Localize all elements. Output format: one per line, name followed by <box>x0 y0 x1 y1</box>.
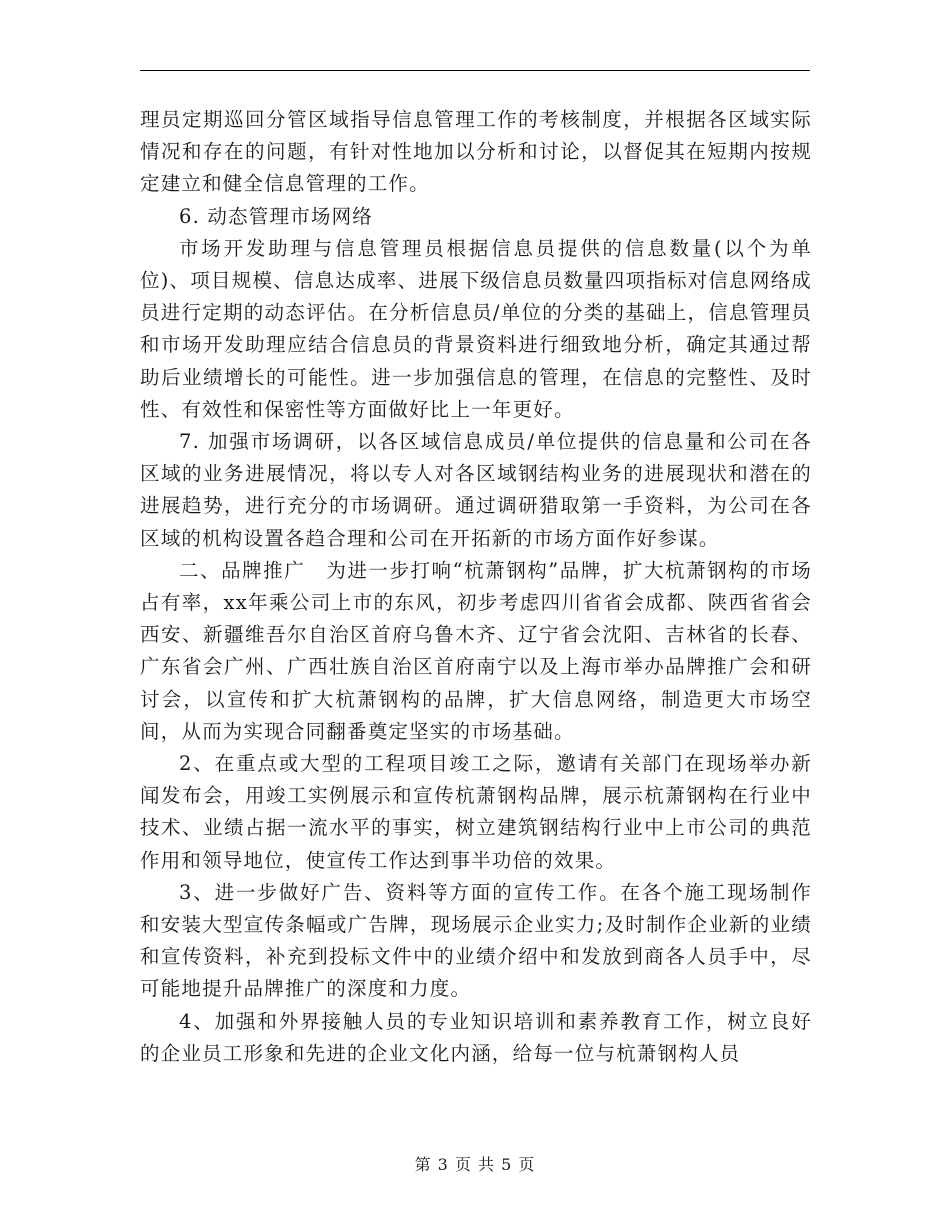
paragraph-item-4: 4、加强和外界接触人员的专业知识培训和素养教育工作，树立良好的企业员工形象和先进的企业文化内涵，给每一位与杭萧钢构人员 <box>140 1009 812 1065</box>
paragraph-item-3: 3、进一步做好广告、资料等方面的宣传工作。在各个施工现场制作和安装大型宣传条幅或广告牌，现场展示企业实力;及时制作企业新的业绩和宣传资料，补充到投标文件中的业绩介绍中和发放到商各人员手中，尽可能地提升品牌推广的深度和力度。 <box>140 880 812 1001</box>
header-rule <box>140 70 810 71</box>
page-footer: 第 3 页 共 5 页 <box>414 1155 536 1174</box>
paragraph-market-network: 市场开发助理与信息管理员根据信息员提供的信息数量(以个为单位)、项目规模、信息达成率、进展下级信息员数量四项指标对信息网络成员进行定期的动态评估。在分析信息员/单位的分类的基础上，信息管理员和市场开发助理应结合信息员的背景资料进行细致地分析，确定其通过帮助后业绩增长的可能性。进一步加强信息的管理，在信息的完整性、及时性、有效性和保密性等方面做好比上一年更好。 <box>140 236 812 421</box>
paragraph-item-2: 2、在重点或大型的工程项目竣工之际，邀请有关部门在现场举办新闻发布会，用竣工实例展示和宣传杭萧钢构品牌，展示杭萧钢构在行业中技术、业绩占据一流水平的事实，树立建筑钢结构行业中上市公司的典范作用和领导地位，使宣传工作达到事半功倍的效果。 <box>140 752 812 872</box>
heading-item-6: 6. 动态管理市场网络 <box>179 204 374 228</box>
body-text <box>140 104 812 1070</box>
paragraph-continuation: 理员定期巡回分管区域指导信息管理工作的考核制度，并根据各区域实际情况和存在的问题，有针对性地加以分析和讨论，以督促其在短期内按规定建立和健全信息管理的工作。 <box>140 108 812 196</box>
paragraph-item-7: 7. 加强市场调研，以各区域信息成员/单位提供的信息量和公司在各区域的业务进展情况，将以专人对各区域钢结构业务的进展现状和潜在的进展趋势，进行充分的市场调研。通过调研猎取第一手资料，为公司在各区域的机构设置各趋合理和公司在开拓新的市场方面作好参谋。 <box>140 430 812 550</box>
paragraph-brand-promotion: 二、品牌推广 为进一步打响“杭萧钢构”品牌，扩大杭萧钢构的市场占有率，xx年乘公司上市的东风，初步考虑四川省省会成都、陕西省省会西安、新疆维吾尔自治区首府乌鲁木齐、辽宁省会沈阳、吉林省的长春、广东省会广州、广西壮族自治区首府南宁以及上海市举办品牌推广会和研讨会，以宣传和扩大杭萧钢构的品牌，扩大信息网络，制造更大市场空间，从而为实现合同翻番奠定坚实的市场基础。 <box>140 558 812 743</box>
